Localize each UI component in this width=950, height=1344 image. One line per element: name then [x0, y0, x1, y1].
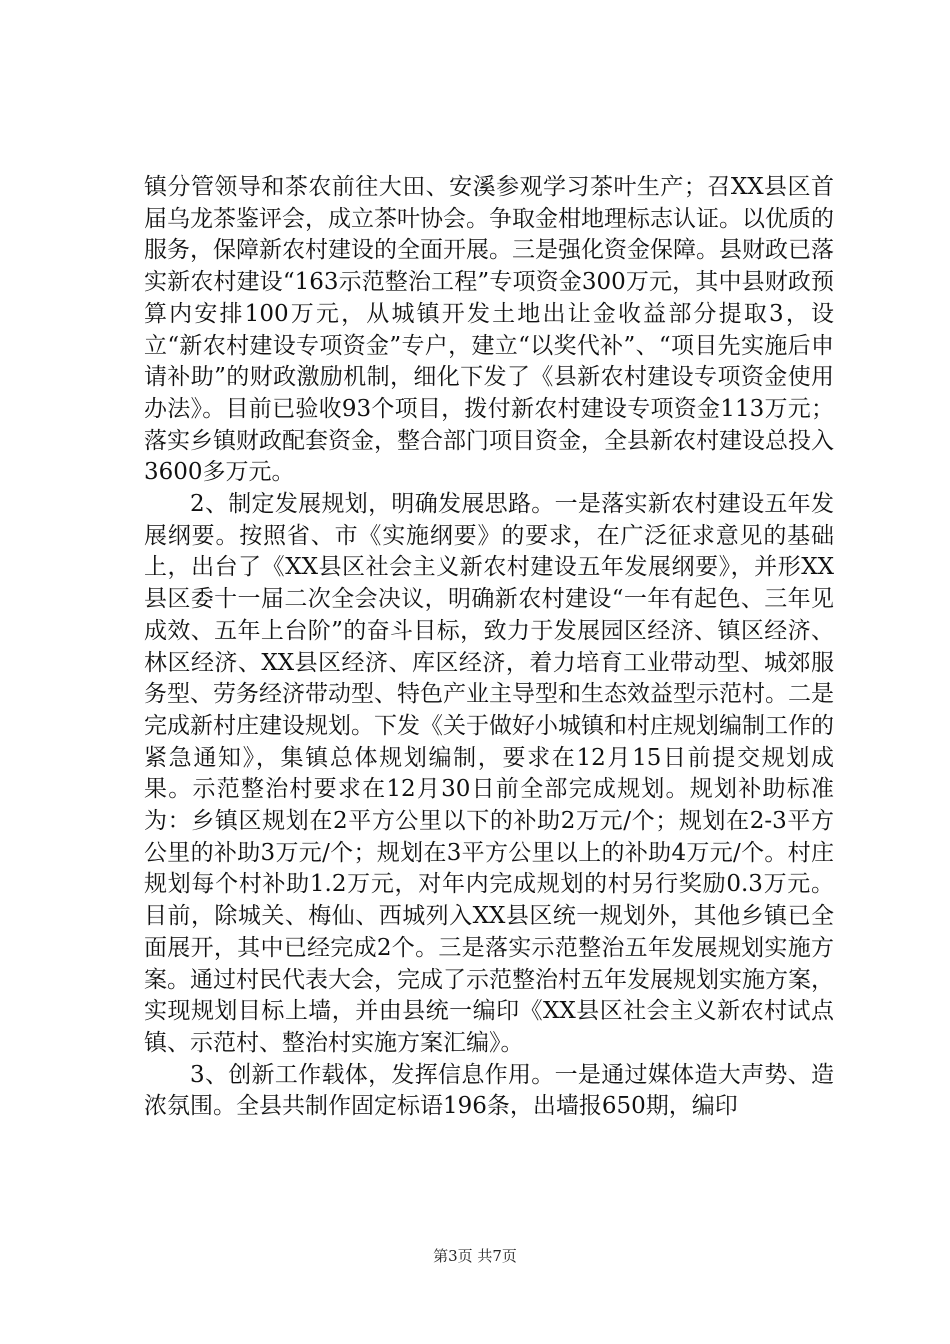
document-body: [144, 172, 834, 1123]
paragraph-1: 镇分管领导和茶农前往大田、安溪参观学习茶叶生产；召XX县区首届乌龙茶鉴评会，成立茶叶协会。争取金柑地理标志认证。以优质的服务，保障新农村建设的全面开展。三是强化资金保障。县财政已落实新农村建设“163示范整治工程”专项资金300万元，其中县财政预算内安排100万元，从城镇开发土地出让金收益部分提取3，设立“新农村建设专项资金”专户，建立“以奖代补”、“项目先实施后申请补助”的财政激励机制，细化下发了《县新农村建设专项资金使用办法》。目前已验收93个项目，拨付新农村建设专项资金113万元；落实乡镇财政配套资金，整合部门项目资金，全县新农村建设总投入3600多万元。: [144, 174, 834, 486]
page-footer: 第3页 共7页: [433, 1247, 517, 1265]
paragraph-3: 3、创新工作载体，发挥信息作用。一是通过媒体造大声势、造浓氛围。全县共制作固定标语196条，出墙报650期，编印: [144, 1061, 834, 1120]
paragraph-2: 2、制定发展规划，明确发展思路。一是落实新农村建设五年发展纲要。按照省、市《实施纲要》的要求，在广泛征求意见的基础上，出台了《XX县区社会主义新农村建设五年发展纲要》，并形XX县区委十一届二次全会决议，明确新农村建设“一年有起色、三年见成效、五年上台阶”的奋斗目标，致力于发展园区经济、镇区经济、林区经济、XX县区经济、库区经济，着力培育工业带动型、城郊服务型、劳务经济带动型、特色产业主导型和生态效益型示范村。二是完成新村庄建设规划。下发《关于做好小城镇和村庄规划编制工作的紧急通知》，集镇总体规划编制，要求在12月15日前提交规划成果。示范整治村要求在12月30日前全部完成规划。规划补助标准为：乡镇区规划在2平方公里以下的补助2万元/个；规划在2-3平方公里的补助3万元/个；规划在3平方公里以上的补助4万元/个。村庄规划每个村补助1.2万元，对年内完成规划的村另行奖励0.3万元。目前，除城关、梅仙、西城列入XX县区统一规划外，其他乡镇已全面展开，其中已经完成2个。三是落实示范整治五年发展规划实施方案。通过村民代表大会，完成了示范整治村五年发展规划实施方案，实现规划目标上墙，并由县统一编印《XX县区社会主义新农村试点镇、示范村、整治村实施方案汇编》。: [144, 491, 834, 1056]
